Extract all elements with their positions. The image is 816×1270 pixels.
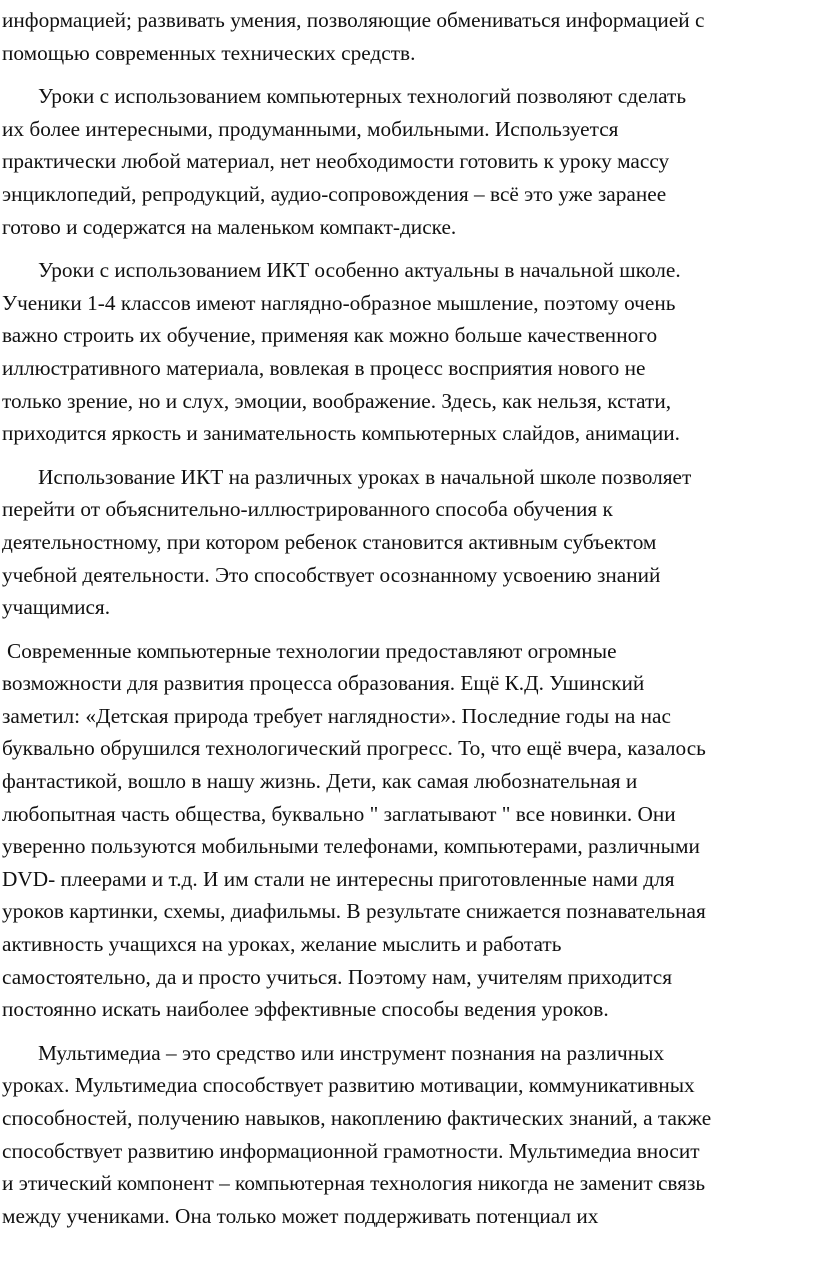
text-line: важно строить их обучение, применяя как можно больше качественного — [2, 323, 658, 348]
text-line: и этический компонент – компьютерная технология никогда не заменит связь — [2, 1171, 706, 1196]
text-line: уверенно пользуются мобильными телефонами, компьютерами, различными — [2, 834, 700, 859]
text-line: перейти от объяснительно-иллюстрированного способа обучения к — [2, 497, 613, 522]
text-line: самостоятельно, да и просто учиться. Поэтому нам, учителям приходится — [2, 964, 673, 989]
text-line: Уроки с использованием ИКТ особенно актуальны в начальной школе. — [38, 258, 681, 283]
text-line: их более интересными, продуманными, мобильными. Используется — [2, 116, 619, 141]
text-line: Использование ИКТ на различных уроках в начальной школе позволяет — [38, 464, 692, 489]
paragraph-4 — [2, 461, 812, 624]
text-line: постоянно искать наиболее эффективные способы ведения уроков. — [2, 997, 609, 1022]
text-line: практически любой материал, нет необходимости готовить к уроку массу — [2, 149, 670, 174]
paragraph-6 — [2, 1037, 812, 1233]
text-line: способствует развитию информационной грамотности. Мультимедиа вносит — [2, 1138, 700, 1163]
text-line: учащимися. — [2, 595, 111, 620]
text-line: энциклопедий, репродукций, аудио-сопровождения – всё это уже заранее — [2, 181, 667, 206]
text-line: заметил: «Детская природа требует наглядности». Последние годы на нас — [2, 703, 671, 728]
text-line: Современные компьютерные технологии предоставляют огромные — [7, 638, 617, 663]
text-line: способностей, получению навыков, накоплению фактических знаний, а также — [2, 1106, 712, 1130]
paragraph-2 — [2, 80, 812, 243]
text-line: готово и содержатся на маленьком компакт-диске. — [2, 214, 457, 239]
text-line: только зрение, но и слух, эмоции, воображение. Здесь, как нельзя, кстати, — [2, 388, 672, 413]
text-line: уроков картинки, схемы, диафильмы. В результате снижается познавательная — [2, 899, 706, 924]
text-line: возможности для развития процесса образования. Ещё К.Д. Ушинский — [2, 671, 645, 696]
paragraph-1 — [2, 4, 812, 69]
text-line: буквально обрушился технологический прогресс. То, что ещё вчера, казалось — [2, 736, 706, 761]
text-line: приходится яркость и занимательность компьютерных слайдов, анимации. — [2, 421, 680, 446]
text-line: Мультимедиа – это средство или инструмент познания на различных — [38, 1040, 665, 1065]
text-line: DVD- плеерами и т.д. И им стали не интересны приготовленные нами для — [2, 866, 675, 891]
text-line: иллюстративного материала, вовлекая в процесс восприятия нового не — [2, 355, 646, 380]
text-line: информацией; развивать умения, позволяющие обмениваться информацией с — [2, 8, 705, 32]
text-line: Ученики 1-4 классов имеют наглядно-образное мышление, поэтому очень — [2, 290, 676, 315]
text-line: деятельностному, при котором ребенок становится активным субъектом — [2, 529, 657, 554]
text-line: уроках. Мультимедиа способствует развитию мотивации, коммуникативных — [2, 1073, 695, 1098]
paragraph-3 — [2, 254, 812, 450]
text-line: активность учащихся на уроках, желание мыслить и работать — [2, 932, 562, 957]
text-line: помощью современных технических средств. — [2, 40, 416, 65]
paragraph-5 — [2, 635, 812, 1026]
text-line: Уроки с использованием компьютерных технологий позволяют сделать — [38, 84, 687, 109]
text-line: любопытная часть общества, буквально " заглатывают " все новинки. Они — [2, 801, 676, 826]
text-line: между учениками. Она только может поддерживать потенциал их — [2, 1203, 599, 1228]
text-line: учебной деятельности. Это способствует осознанному усвоению знаний — [2, 562, 661, 587]
text-line: фантастикой, вошло в нашу жизнь. Дети, как самая любознательная и — [2, 769, 638, 794]
